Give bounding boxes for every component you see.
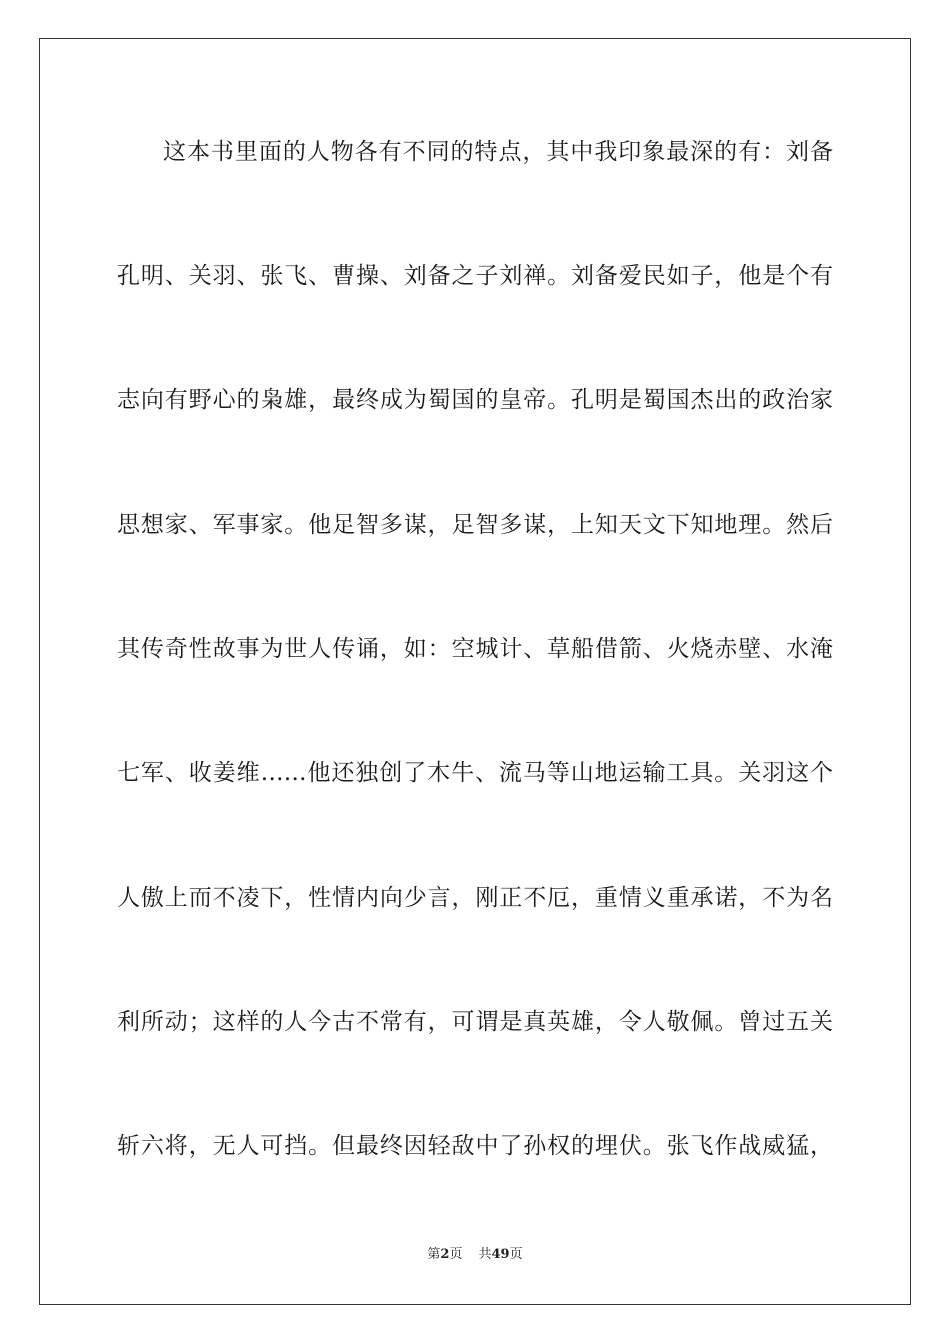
total-pages: 49	[491, 1247, 510, 1262]
paragraph-line-7: 人傲上而不凌下，性情内向少言，刚正不厄，重情义重承诺，不为名	[117, 885, 833, 911]
paragraph-line-2: 孔明、关羽、张飞、曹操、刘备之子刘禅。刘备爱民如子，他是个有	[117, 263, 833, 289]
paragraph-line-9: 斩六将，无人可挡。但最终因轻敌中了孙权的埋伏。张飞作战威猛，	[117, 1133, 833, 1159]
total-prefix: 共	[478, 1247, 492, 1262]
page-footer	[0, 1247, 950, 1263]
total-suffix: 页	[509, 1247, 523, 1262]
page-border	[39, 38, 911, 1305]
page-suffix: 页	[449, 1247, 463, 1262]
paragraph-line-3: 志向有野心的枭雄，最终成为蜀国的皇帝。孔明是蜀国杰出的政治家	[117, 387, 833, 413]
paragraph-line-5: 其传奇性故事为世人传诵，如：空城计、草船借箭、火烧赤壁、水淹	[117, 636, 833, 662]
paragraph-line-4: 思想家、军事家。他足智多谋，足智多谋，上知天文下知地理。然后	[117, 512, 833, 538]
paragraph-line-1: 这本书里面的人物各有不同的特点，其中我印象最深的有：刘备	[163, 139, 833, 165]
paragraph-line-6: 七军、收姜维……他还独创了木牛、流马等山地运输工具。关羽这个	[117, 760, 833, 786]
page-number: 2	[440, 1247, 450, 1262]
page-prefix: 第	[427, 1247, 441, 1262]
paragraph-line-8: 利所动；这样的人今古不常有，可谓是真英雄，令人敬佩。曾过五关	[117, 1009, 833, 1035]
